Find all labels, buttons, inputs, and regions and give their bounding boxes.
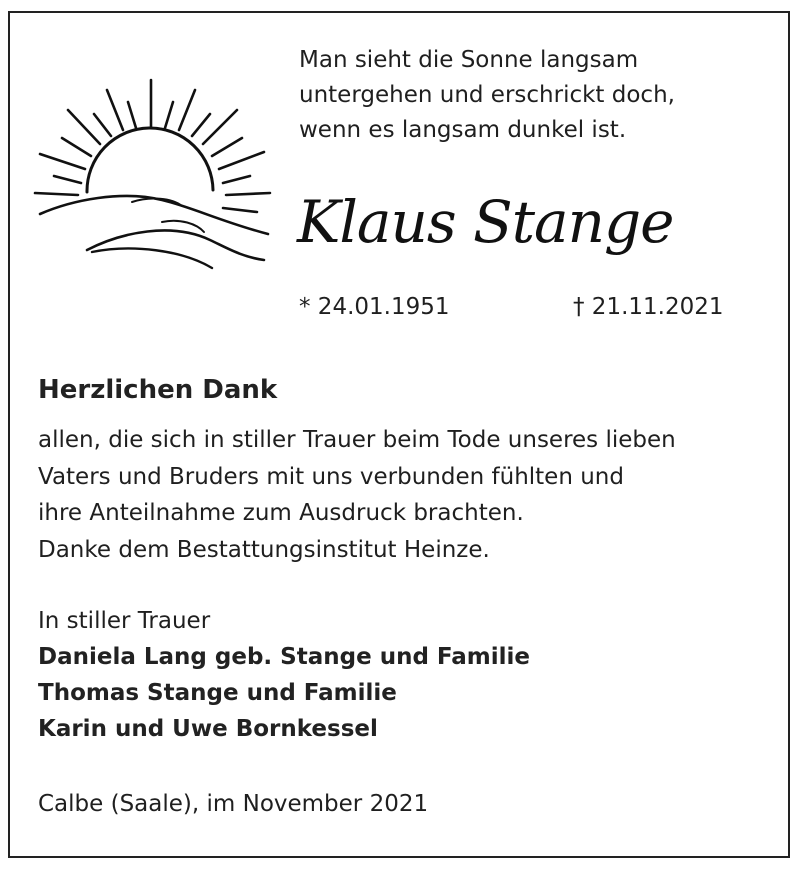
quote-line: untergehen und erschrickt doch, xyxy=(299,82,675,108)
thanks-line: Danke dem Bestattungsinstitut Heinze. xyxy=(38,536,490,563)
mourners-intro: In stiller Trauer xyxy=(38,608,211,634)
mourners-block xyxy=(38,603,778,747)
quote-line: wenn es langsam dunkel ist. xyxy=(299,117,627,143)
mourner-name: Daniela Lang geb. Stange und Familie xyxy=(38,644,531,670)
death-date: † 21.11.2021 xyxy=(573,294,724,320)
birth-date: * 24.01.1951 xyxy=(299,294,450,320)
memorial-quote xyxy=(299,43,769,148)
place-date: Calbe (Saale), im November 2021 xyxy=(38,791,429,817)
deceased-name: Klaus Stange xyxy=(297,188,674,256)
quote-line: Man sieht die Sonne langsam xyxy=(299,47,639,73)
sunset-icon xyxy=(32,72,277,277)
thanks-line: allen, die sich in stiller Trauer beim Tode unseres lieben xyxy=(38,427,676,453)
mourner-name: Thomas Stange und Familie xyxy=(38,680,397,706)
thanks-line: ihre Anteilnahme zum Ausdruck brachten. xyxy=(38,500,524,526)
thanks-text xyxy=(38,422,778,568)
mourner-name: Karin und Uwe Bornkessel xyxy=(38,716,378,742)
thanks-heading: Herzlichen Dank xyxy=(38,375,278,405)
thanks-line: Vaters und Bruders mit uns verbunden fühlten und xyxy=(38,463,624,490)
